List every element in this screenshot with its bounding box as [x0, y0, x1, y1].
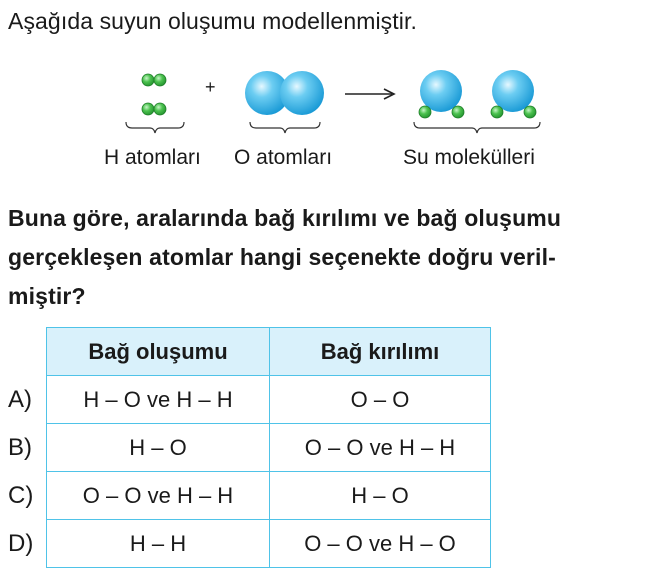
- water-molecule: [491, 70, 536, 118]
- answer-options-table: [8, 327, 491, 568]
- header-bond-formation: Bağ oluşumu: [47, 328, 270, 376]
- water-molecule: [419, 70, 464, 118]
- o-atom: [280, 71, 324, 115]
- question-line: Buna göre, aralarında bağ kırılımı ve bağ oluşumu: [8, 205, 562, 231]
- option-letter[interactable]: D): [8, 520, 47, 568]
- option-breaking: O – O ve H – H: [270, 424, 491, 472]
- braces: [126, 122, 540, 133]
- h-atom: [154, 103, 166, 115]
- table-corner: [8, 328, 47, 376]
- option-letter[interactable]: C): [8, 472, 47, 520]
- h-atom: [154, 74, 166, 86]
- option-breaking: O – O: [270, 376, 491, 424]
- header-bond-breaking: Bağ kırılımı: [270, 328, 491, 376]
- option-row-b[interactable]: [8, 424, 491, 472]
- question-line: gerçekleşen atomlar hangi seçenekte doğru veril-: [8, 244, 556, 270]
- option-letter[interactable]: B): [8, 424, 47, 472]
- option-formation: H – O ve H – H: [47, 376, 270, 424]
- option-formation: H – O: [47, 424, 270, 472]
- option-row-d[interactable]: [8, 520, 491, 568]
- option-row-c[interactable]: [8, 472, 491, 520]
- option-row-a[interactable]: [8, 376, 491, 424]
- option-formation: O – O ve H – H: [47, 472, 270, 520]
- intro-text: Aşağıda suyun oluşumu modellenmiştir.: [8, 8, 417, 34]
- diagram-drawing: [0, 60, 650, 150]
- option-letter[interactable]: A): [8, 376, 47, 424]
- water-molecules-label: Su molekülleri: [403, 146, 535, 169]
- brace-o: [250, 122, 320, 133]
- reaction-arrow: [345, 89, 394, 99]
- brace-water: [414, 122, 540, 133]
- plus-sign: +: [205, 77, 216, 97]
- hydrogen-molecules: [142, 74, 166, 115]
- option-breaking: O – O ve H – O: [270, 520, 491, 568]
- h-atom: [142, 74, 154, 86]
- option-breaking: H – O: [270, 472, 491, 520]
- o-atoms-label: O atomları: [234, 146, 333, 169]
- question-text: [8, 199, 648, 316]
- table-header-row: [8, 328, 491, 376]
- question-line: miştir?: [8, 283, 86, 309]
- option-formation: H – H: [47, 520, 270, 568]
- brace-h: [126, 122, 184, 133]
- water-formation-diagram: [0, 60, 650, 180]
- oxygen-molecule: [245, 71, 324, 115]
- h-atoms-label: H atomları: [104, 146, 201, 169]
- h-atom: [142, 103, 154, 115]
